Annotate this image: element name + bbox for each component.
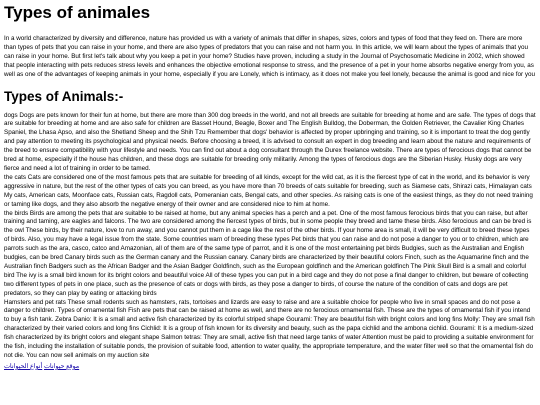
footer-link-animal-site[interactable]: موقع حيوانات bbox=[44, 362, 80, 370]
page-title: Types of animales bbox=[4, 3, 151, 22]
section-heading: Types of Animals:- bbox=[4, 88, 124, 104]
footer-links bbox=[4, 362, 536, 371]
intro-paragraph: In a world characterized by diversity and difference, nature has provided us with a variety of animals that differ in shapes, sizes, colors and types of food that they feed on. There are more than types of pets that you can raise in your home, and there are also types of predators that you can raise and not harm you. In this article, we will learn about the types of animals that you can raise in your home. But first let's talk about why you keep a pet in your home? Studies have proven, including a study in the Journal of Psychosomatic Medicine in 2002, which showed that people interacting with pets reduces stress levels and enhances the objective emotional response to stress, and the presence of a pet in your home absorbs negative energy from you, as well as one of the advantages of keeping animals in your home, especially if you are Lonely, which is intimacy, as it does not make you feel lonely, because the animal is good and nice for you bbox=[4, 35, 535, 78]
body-paragraph-rodents-fish: Hamsters and pet rats These small rodents such as hamsters, rats, tortoises and lizards are easy to raise and are a suitable choice for people who live in small spaces and do not pose a danger to children. Types of ornamental fish Fish are pets that can be raised at home as well, and there are no ferocious ornamental fish. These are the types of ornamental fish if you intend to buy a fish tank. Zebra Danio: It is a small and active fish characterized by its colorful striped shape Gourami: They are beautiful fish with bright colors and long fins Molly: They are small fish characterized by their varied colors and long fins Cichlid: It is a group of fish known for its diversity and beauty, such as the papa cichlid and the ambona cichlid. Gourami: It is a medium-sized fish characterized by its bright colors and elegant shape Salmon tetras: They are small, active fish that need large tanks of water Attention must be paid to providing a suitable environment for the fish, including the installation of suitable ponds, the provision of suitable food, attention to water quality, the appropriate temperature, and the water filter well so that the ornamental fish do not die. You can now sell animals on my auction site bbox=[4, 298, 535, 359]
footer-link-animal-types[interactable]: أنواع الحيوانات bbox=[4, 362, 43, 370]
body-paragraph-cats: the cats Cats are considered one of the most famous pets that are suitable for breeding of all kinds, except for the wild cat, as it is the fiercest type of cat in the world, and its behavior is very aggressive in nature, but the rest of the other types of cats you can breed, as you have more than 70 breeds of cats suitable for breeding, such as Siamese cats, Shirazi cats, Himalayan cats My cats, American cats, Moonface cats, Russian cats, Ragdoll cats, Pomeranian cats, Bengal cats, and other species. As raising cats is one of the easiest things, as they do not need training or taming like dogs, and they also absorb the negative energy of their owner and are considered nice to him at home. bbox=[4, 173, 533, 208]
body-paragraph-dogs: dogs Dogs are pets known for their fun at home, but there are more than 300 dog breeds in the world, and not all breeds are suitable for breeding at home and are safe. The types of dogs that are suitable for breeding at home and are also safe for children are Basset Hound, Beagle, Boxer and The English Bulldog, the Doberman, the Golden Retriever, the Cavalier King Charles Spaniel, the Lhasa Apso, and also the Shetland Sheep and the Shih Tzu Remember that dogs' behavior is affected by proper upbringing and training, so it is important to treat the dog gently and pay attention to meeting its psychological and physical needs. Before choosing a breed, it is advised to consult an expert in dog breeding and learn about the nature and requirements of the breed to ensure compatibility with your lifestyle and needs. You can find out about a dog consultant through the Durex freelance website. There are types of ferocious dogs that cannot be bred at home, especially if the house has children, and these dogs are suitable for breeding only militarily. Among the types of ferocious dogs are the Siberian Husky. Husky dogs are very fierce and need a lot of training in order to be tamed. bbox=[4, 111, 536, 172]
body-paragraph-birds: the birds Birds are among the pets that are suitable to be raised at home, but any animal species has a perch and a pet. One of the most famous ferocious birds that you can raise, but after training and taming, are eagles and falcons. The two are considered among the fiercest types of birds, but in some people they breed and tame these birds. Also ferocious and can be bred is the owl These birds, by their nature, love to run away, and you cannot put them in a cage like the rest of the other birds. If your home area is small, it will be very difficult to breed these types of birds. Also, you may have a legal issue from the state. Some countries warn of breeding these types Pet birds that you can raise and do not pose a danger to you or to children, which are parrots such as the ara, casco, catco and Amazonian, all of them are of the same type of parrot, and it is one of the most entertaining pet birds Budgies, such as the Australian and English budgies, can be bred Canary birds such as the German canary and the Russian canary. Canary birds are characterized by their beautiful colors Finch, such as the Aquamarine finch and the Australian finch Badgers such as the African Badger and the Asian Badger Goldfinch, such as the European goldfinch and the American goldfinch The Pink Skull Bird is a small and colorful bird The ivy is a small bird known for its bright colors and beautiful voice All of these types you can put in a bird cage and they do not pose a final danger to children, but beware of collecting two different types of pets in one place, such as the presence of cats or dogs with birds, as they pose a danger to birds, of course the nature of the condition of cats and dogs are pet predators, so they can play by eating or attacking birds bbox=[4, 209, 532, 297]
